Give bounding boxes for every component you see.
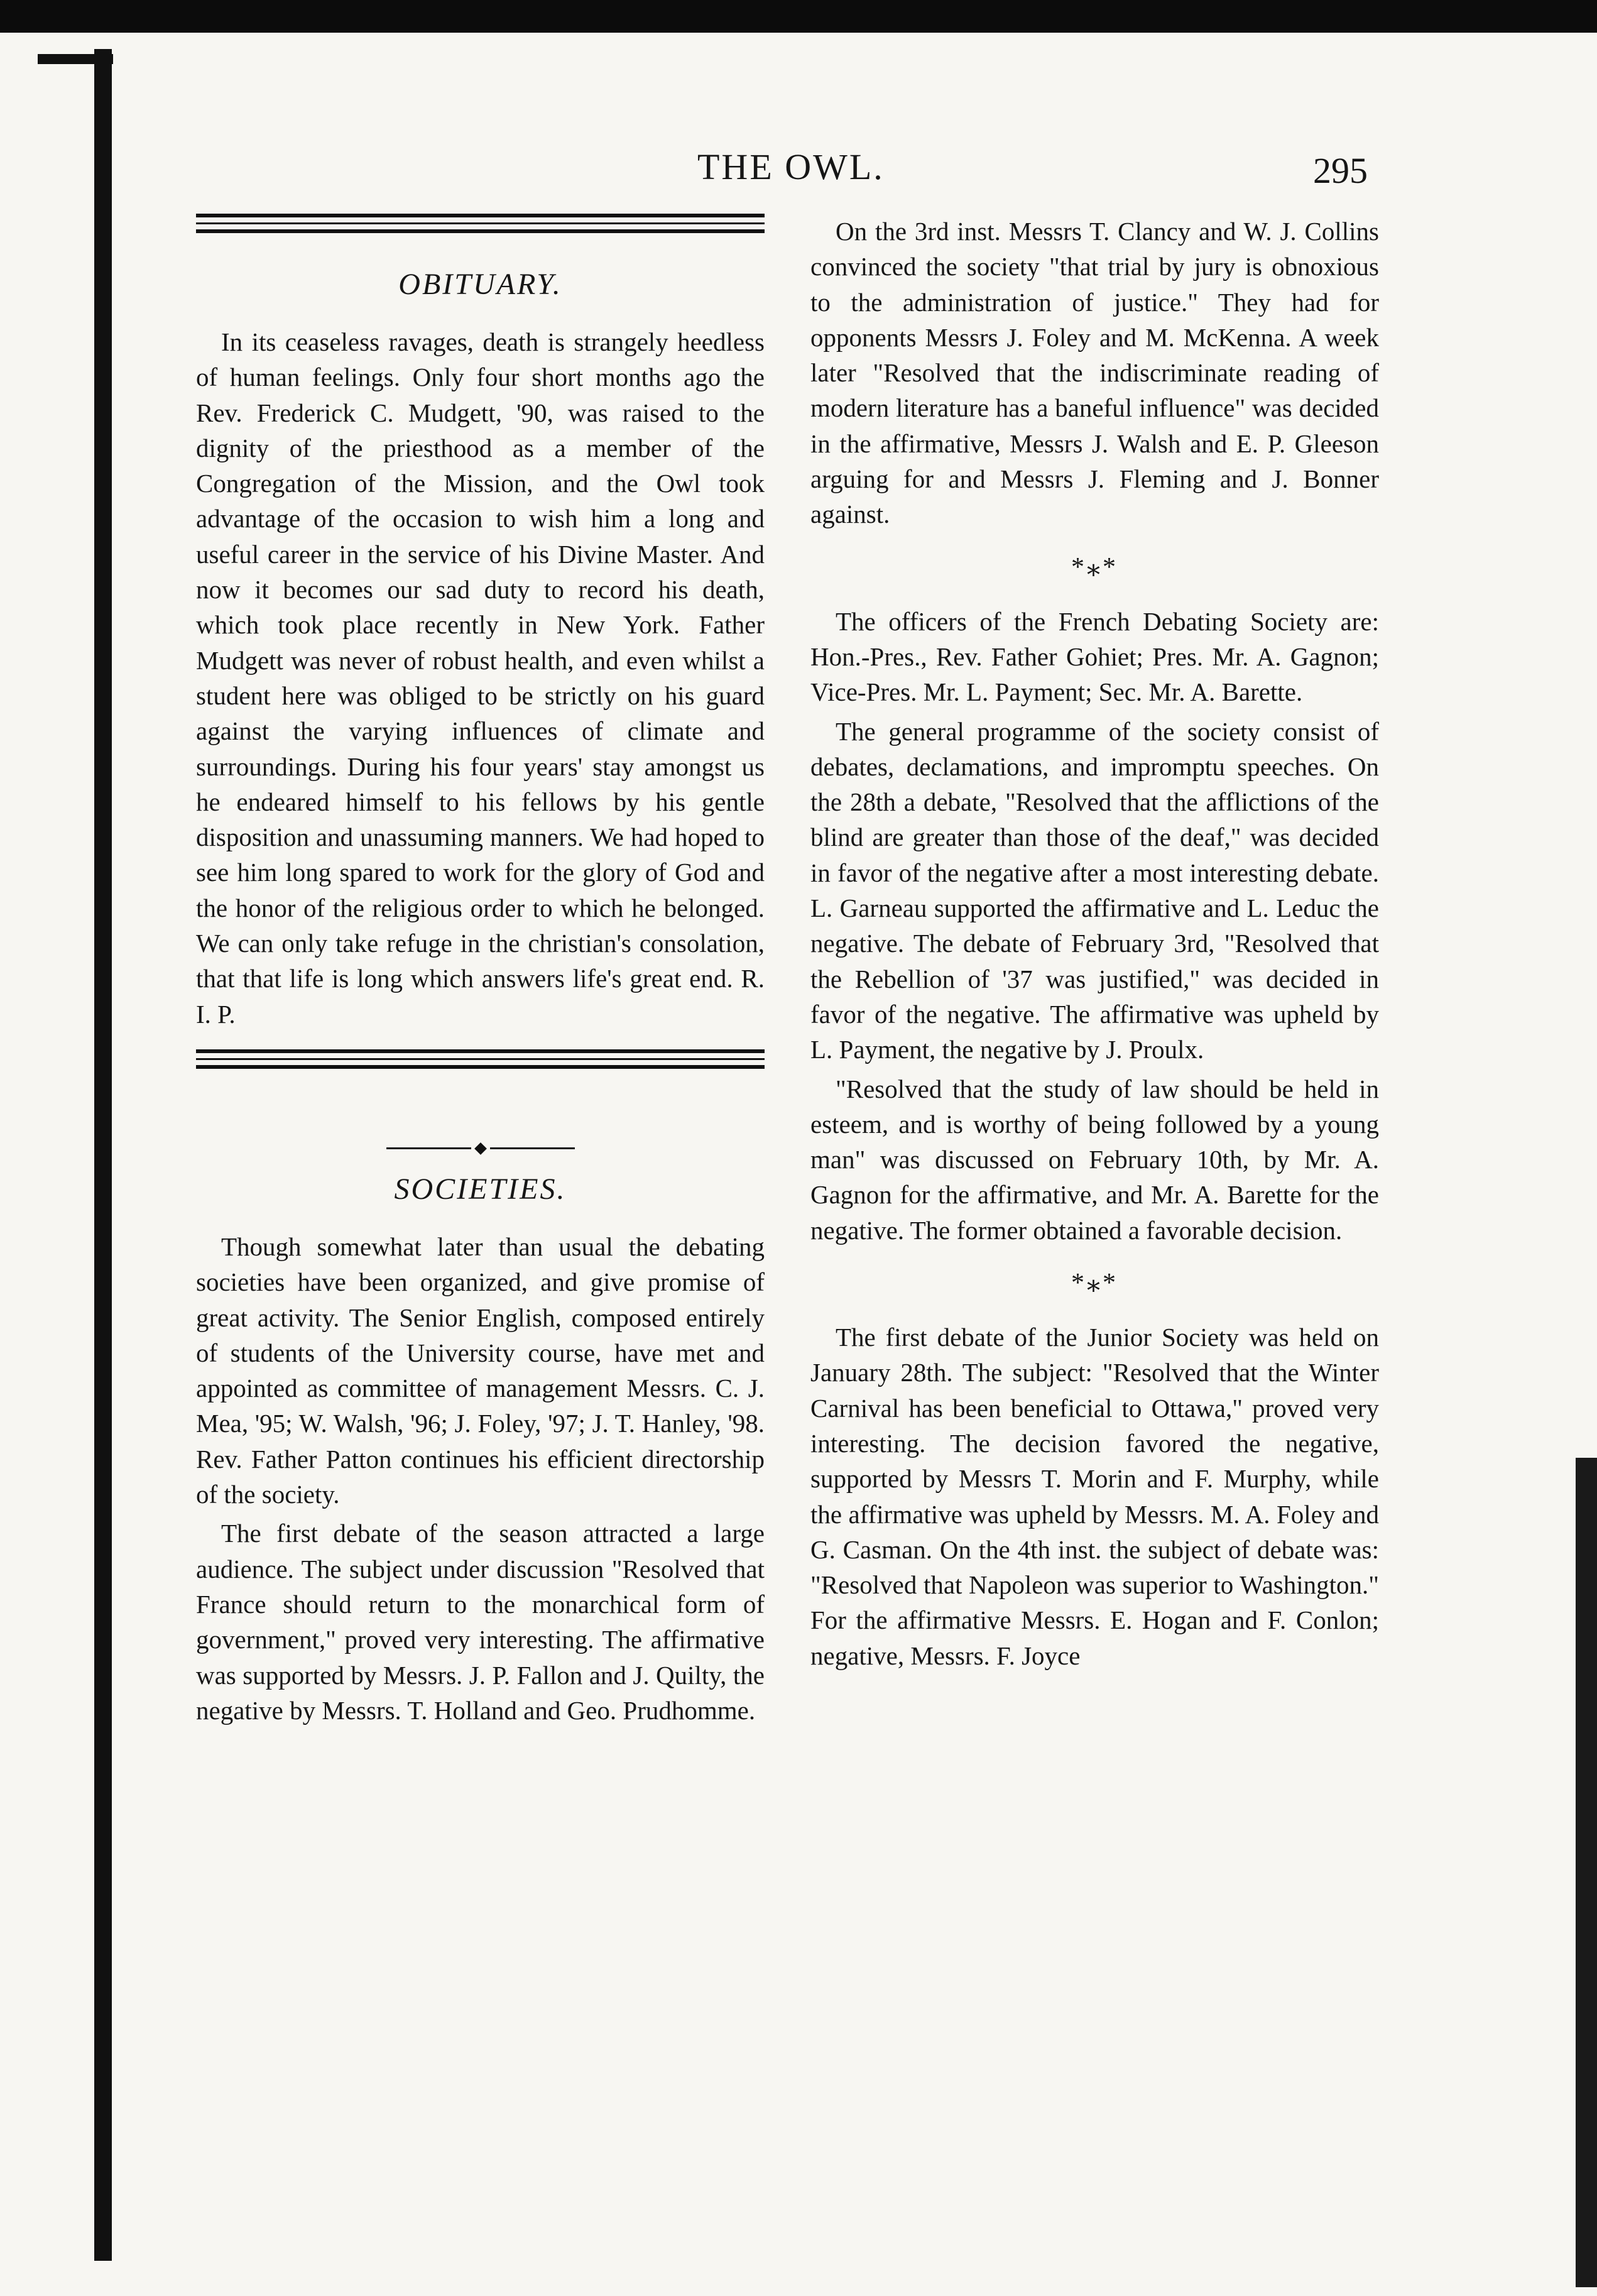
journal-title: THE OWL. xyxy=(697,146,885,187)
continuation-paragraph: On the 3rd inst. Messrs T. Clancy and W. J. Collins convinced the society "that trial by jury is obnoxious to the administration of justice." They had for opponents Messrs J. Foley and M. McKenna. A week later "Resolved that the indiscriminate reading of modern literature has a baneful influence" was decided in the affirmative, Messrs J. Walsh and E. P. Gleeson arguing for and Messrs J. Fleming and J. Bonner against. xyxy=(810,217,1379,529)
scan-top-edge xyxy=(0,0,1597,33)
asterism-separator: *⁎* xyxy=(1071,552,1118,582)
right-column xyxy=(810,214,1379,1677)
french-society-paragraph: "Resolved that the study of law should be held in esteem, and is worthy of being followed by a young man" was discussed on February 10th, by Mr. A. Gagnon for the affirmative, and Mr. A. Barette for the negative. The former obtained a favorable decision. xyxy=(810,1074,1379,1245)
left-column xyxy=(196,214,765,1732)
running-head xyxy=(0,146,1597,202)
obituary-paragraph: In its ceaseless ravages, death is strangely heedless of human feelings. Only four short months ago the Rev. Frederick C. Mudgett, '90, was raised to the dignity of the priesthood as a member of the Congregation of the Mission, and the Owl took advantage of the occasion to wish him a long and useful career in the service of his Divine Master. And now it becomes our sad duty to record his death, which took place recently in New York. Father Mudgett was never of robust health, and even whilst a student here was obliged to be strictly on his guard against the varying influences of climate and surroundings. During his four years' stay amongst us he endeared himself to his fellows by his gentle disposition and unassuming manners. We had hoped to see him long spared to work for the glory of God and the honor of the religious order to which he belonged. We can only take refuge in the christian's consolation, that that life is long which answers life's great end. R. I. P. xyxy=(196,327,765,1029)
obituary-heading: OBITUARY. xyxy=(398,268,562,301)
societies-paragraph: Though somewhat later than usual the debating societies have been organized, and give promise of great activity. The Senior English, composed entirely of students of the University course, have met and appointed as committee of management Messrs. C. J. Mea, '95; W. Walsh, '96; J. Foley, '97; J. T. Hanley, '98. Rev. Father Patton continues his efficient directorship of the society. xyxy=(196,1232,765,1509)
section-ornament xyxy=(196,1144,765,1153)
section-rule-bottom xyxy=(196,1049,765,1069)
scan-right-edge xyxy=(1576,1458,1597,2287)
french-society-paragraph: The general programme of the society consist of debates, declamations, and impromptu speeches. On the 28th a debate, "Resolved that the afflictions of the blind are greater than those of the deaf," was decided in favor of the negative after a most interesting debate. L. Garneau supported the affirmative and L. Leduc the negative. The debate of February 3rd, "Resolved that the Rebellion of '37 was justified," was decided in favor of the negative. The affirmative was upheld by L. Payment, the negative by J. Proulx. xyxy=(810,716,1379,1064)
section-rule-top xyxy=(196,214,765,233)
societies-paragraph: The first debate of the season attracted a large audience. The subject under discussion "Resolved that France should return to the monarchical form of government," proved very interesting. The affirmative was supported by Messrs. J. P. Fallon and J. Quilty, the negative by Messrs. T. Holland and Geo. Prudhomme. xyxy=(196,1519,765,1725)
page-number: 295 xyxy=(1313,150,1368,191)
junior-society-paragraph: The first debate of the Junior Society was held on January 28th. The subject: "Resolved that the Winter Carnival has been beneficial to Ottawa," proved very interesting. The decision favored the negative, supported by Messrs T. Morin and F. Murphy, while the affirmative was upheld by Messrs. M. A. Foley and G. Casman. On the 4th inst. the subject of debate was: "Resolved that Napoleon was superior to Washington." For the affirmative Messrs. E. Hogan and F. Conlon; negative, Messrs. F. Joyce xyxy=(810,1323,1379,1670)
asterism-separator: *⁎* xyxy=(1071,1269,1118,1298)
scan-left-edge xyxy=(94,49,112,2261)
french-society-paragraph: The officers of the French Debating Society are: Hon.-Pres., Rev. Father Gohiet; Pres. Mr. A. Gagnon; Vice-Pres. Mr. L. Payment; Sec. Mr. A. Barette. xyxy=(810,606,1379,707)
societies-heading: SOCIETIES. xyxy=(394,1172,567,1206)
